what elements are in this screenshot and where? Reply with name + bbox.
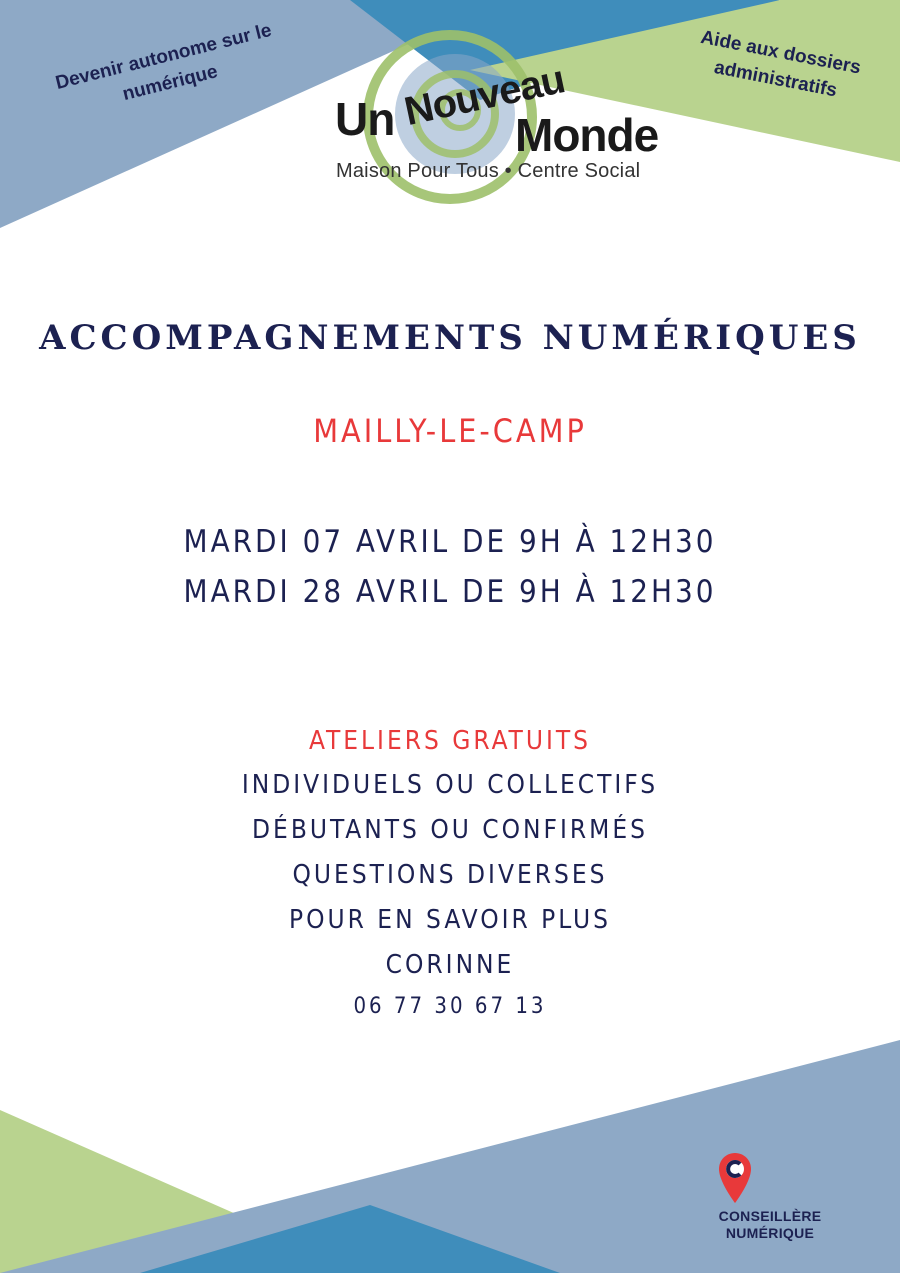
logo-subtitle: Maison Pour Tous • Centre Social <box>336 160 641 182</box>
session-date-1: MARDI 07 AVRIL DE 9H À 12H30 <box>183 524 717 560</box>
badge-line-2: NUMÉRIQUE <box>725 1225 815 1241</box>
logo-word-un: Un <box>335 93 395 145</box>
location-pin-icon <box>718 1152 752 1204</box>
conseillere-badge <box>690 1208 850 1242</box>
badge-line-1: CONSEILLÈRE <box>718 1208 822 1224</box>
info-questions: QUESTIONS DIVERSES <box>292 860 608 890</box>
location: MAILLY-LE-CAMP <box>313 412 587 450</box>
info-format: INDIVIDUELS OU COLLECTIFS <box>241 770 659 800</box>
logo-word-nouveau: Nouveau <box>400 57 569 135</box>
main-title: ACCOMPAGNEMENTS NUMÉRIQUES <box>39 318 861 358</box>
contact-name: CORINNE <box>385 950 515 980</box>
session-date-2: MARDI 28 AVRIL DE 9H À 12H30 <box>183 574 717 610</box>
logo-word-monde: Monde <box>515 109 659 161</box>
contact-phone: 06 77 30 67 13 <box>353 994 547 1019</box>
top-left-tagline: Devenir autonome sur le numérique <box>53 19 274 105</box>
info-level: DÉBUTANTS OU CONFIRMÉS <box>252 815 648 845</box>
info-more: POUR EN SAVOIR PLUS <box>288 905 611 935</box>
top-right-tagline: Aide aux dossiers administratifs <box>698 26 863 102</box>
info-free-workshops: ATELIERS GRATUITS <box>308 726 591 756</box>
